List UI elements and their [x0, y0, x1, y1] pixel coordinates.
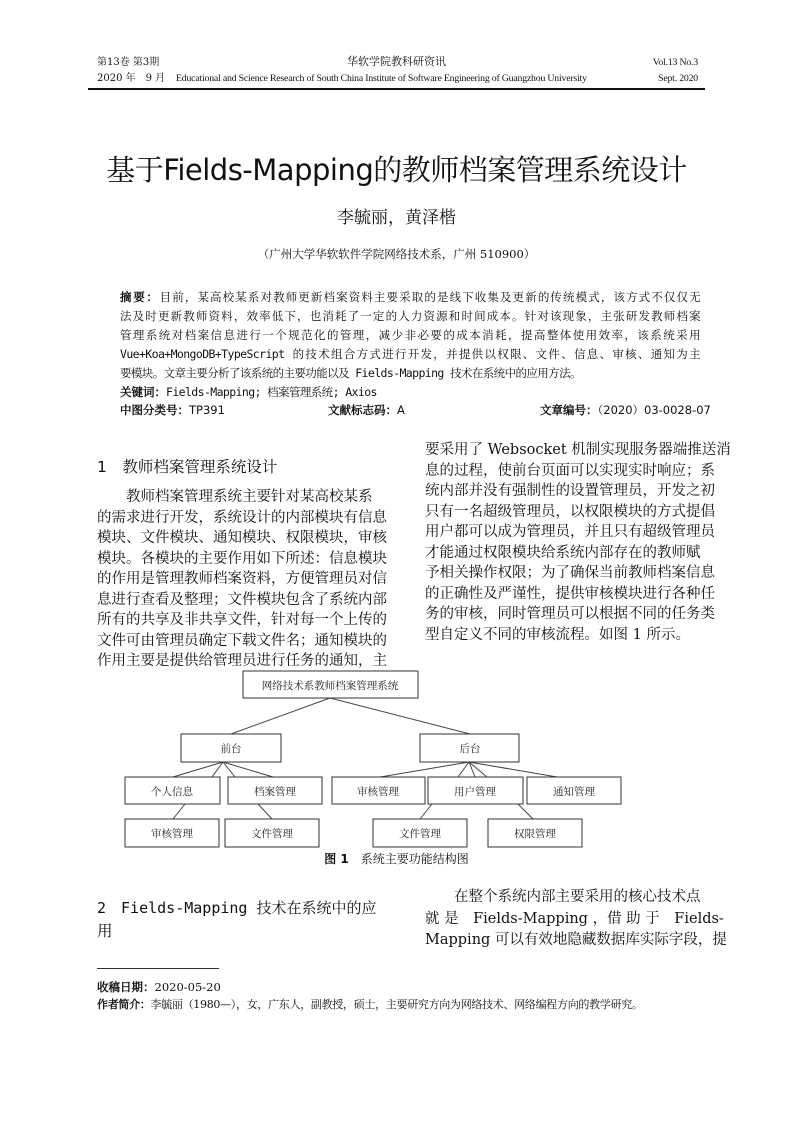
node-label: 审核管理 — [151, 828, 193, 840]
abstract-text: 法及时更新教师资料，效率低下，也消耗了一定的人力资源和时间成本。针对该现象，主张研发教师档案 — [120, 309, 700, 323]
header-volume-en: Vol.13 No.3 — [652, 57, 698, 68]
text-line: 只有一名超级管理员，以权限模块的方式提倡 — [425, 503, 715, 520]
text-line: 就 是 Fields-Mapping ，借 助 于 Fields- — [425, 910, 724, 927]
text-line: 的正确性及严谨性，提供审核模块进行各种任 — [425, 585, 715, 602]
text-line: 作用主要是提供给管理员进行任务的通知，主 — [97, 653, 387, 669]
node-front-label: 前台 — [220, 743, 242, 755]
figure-1-caption-label: 图 1 — [324, 852, 349, 866]
text-line: 务的审核，同时管理员可以根据不同的任务类 — [425, 606, 715, 622]
node-label: 档案管理 — [254, 786, 296, 798]
abstract-text: Vue+Koa+MongoDB+TypeScript 的技术组合方式进行开发，并提供以权限、文件、信息、审核、通知为主 — [120, 347, 700, 361]
text-line: 模块、文件模块、通知模块、权限模块，审核 — [97, 530, 387, 546]
abstract-text: 管理系统对档案信息进行一个规范化的管理，减少非必要的成本消耗，提高整体使用效率，该系统采用 — [120, 328, 700, 342]
authors: 李毓丽，黄泽楷 — [337, 208, 456, 228]
keywords-value: Fields-Mapping; 档案管理系统; Axios — [166, 385, 377, 399]
article-number-value: （2020）03-0028-07 — [597, 403, 711, 417]
section-2-heading-line: 用 — [97, 922, 113, 940]
text-line: 文件可由管理员确定下载文件名；通知模块的 — [97, 632, 387, 649]
keywords-label: 关键词： — [120, 385, 166, 399]
section-2-heading-line: 2 Fields-Mapping 技术在系统中的应 — [97, 899, 377, 917]
affiliation: （广州大学华软软件学院网络技术系，广州 510900） — [257, 247, 536, 261]
document-code-value: A — [397, 403, 405, 417]
header-date-en: Sept. 2020 — [658, 73, 698, 84]
node-label: 个人信息 — [151, 786, 193, 798]
header-date-cn: 2020 年 9 月 — [97, 73, 166, 84]
node-back-label: 后台 — [459, 743, 481, 755]
classification-value: TP391 — [189, 403, 225, 417]
text-line: 型自定义不同的审核流程。如图 1 所示。 — [425, 626, 690, 643]
received-date — [97, 979, 221, 995]
footnote-rule — [97, 968, 219, 969]
text-line: 息进行查看及整理；文件模块包含了系统内部 — [97, 591, 387, 608]
text-line: 用户都可以成为管理员，并且只有超级管理员 — [425, 524, 715, 540]
section-1-heading: 1 教师档案管理系统设计 — [97, 458, 278, 476]
text-line: 教师档案管理系统主要针对某高校某系 — [97, 489, 373, 505]
header-journal-en: Educational and Science Research of South China Institute of Software Engineering of Guangzhou University — [176, 73, 587, 84]
abstract-text: 目前，某高校某系对教师更新档案资料主要采取的是线下收集及更新的传统模式，该方式不仅仅无 — [159, 290, 700, 304]
article-number-label: 文章编号： — [540, 403, 598, 417]
received-date-label: 收稿日期： — [97, 980, 155, 994]
text-line: 的作用是管理教师档案资料，方便管理员对信 — [97, 571, 387, 587]
text-line: 才能通过权限模块给系统内部存在的教师赋 — [425, 544, 701, 561]
text-line: 息的过程，使前台页面可以实现实时响应；系 — [425, 462, 715, 479]
text-line: 予相关操作权限；为了确保当前教师档案信息 — [425, 565, 715, 581]
author-bio — [97, 996, 643, 1012]
figure-1-caption-text: 系统主要功能结构图 — [360, 852, 469, 866]
node-label: 权限管理 — [514, 828, 556, 840]
node-label: 用户管理 — [454, 786, 496, 798]
author-bio-label: 作者简介： — [97, 998, 151, 1011]
node-label: 通知管理 — [553, 786, 595, 798]
text-line: 的需求进行开发，系统设计的内部模块有信息 — [97, 509, 387, 526]
text-line: 在整个系统内部主要采用的核心技术点 — [425, 889, 701, 905]
author-bio-text: 李毓丽（1980—），女，广东人，副教授，硕士，主要研究方向为网络技术、网络编程方向的教学研究。 — [150, 998, 643, 1011]
header-volume-cn: 第13卷 第3期 — [97, 57, 160, 68]
text-line: 所有的共享及非共享文件，针对每一个上传的 — [97, 612, 387, 628]
node-root-label: 网络技术系教师档案管理系统 — [261, 680, 399, 692]
node-label: 审核管理 — [357, 786, 399, 798]
header-journal-cn: 华软学院教科研资讯 — [347, 55, 446, 68]
abstract-text: 要模块。文章主要分析了该系统的主要功能以及 Fields-Mapping 技术在系统中的应用方法。 — [120, 366, 581, 380]
text-line: 要采用了 Websocket 机制实现服务器端推送消 — [425, 442, 731, 458]
text-line: Mapping 可以有效地隐藏数据库实际字段，提 — [425, 932, 727, 948]
node-label: 文件管理 — [399, 828, 441, 840]
received-date-value: 2020-05-20 — [154, 980, 221, 994]
abstract-label: 摘要： — [120, 290, 160, 304]
text-line: 统内部并没有强制性的设置管理员，开发之初 — [425, 483, 715, 499]
paper-title: 基于Fields-Mapping的教师档案管理系统设计 — [106, 153, 687, 187]
document-code-label: 文献标志码： — [328, 403, 397, 417]
node-label: 文件管理 — [251, 828, 293, 840]
figure-1-caption — [0, 850, 793, 867]
text-line: 模块。各模块的主要作用如下所述：信息模块 — [97, 550, 387, 567]
classification-label: 中图分类号： — [120, 403, 189, 417]
